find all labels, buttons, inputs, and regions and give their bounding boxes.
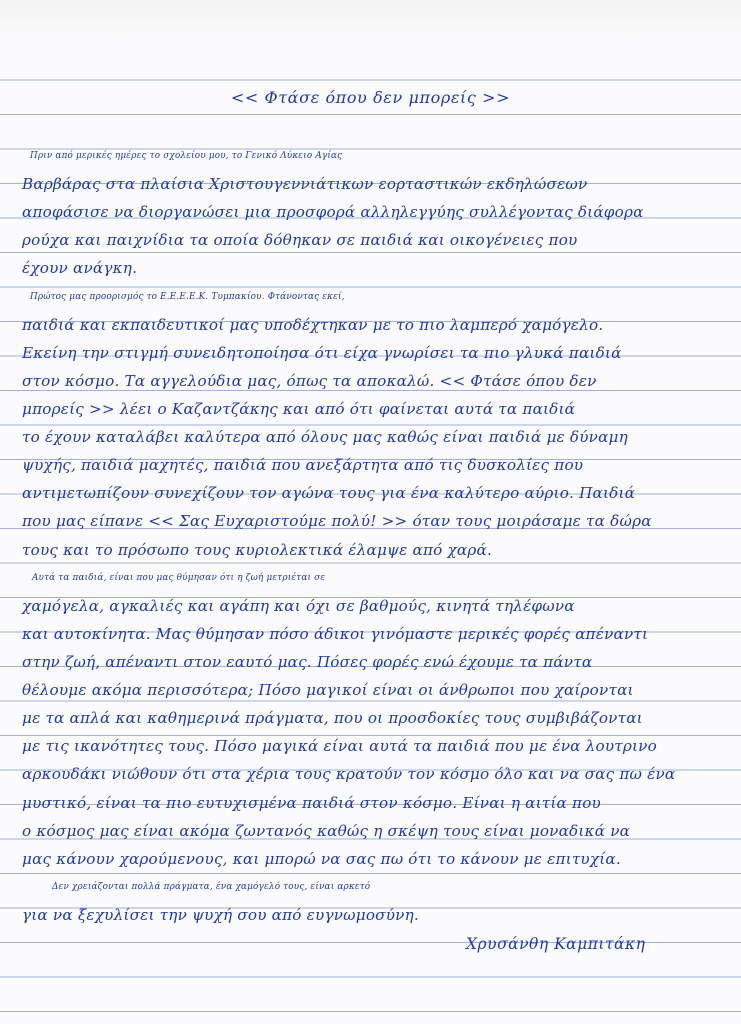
text-line: και αυτοκίνητα. Μας θύμησαν πόσο άδικοι γινόμαστε μερικές φορές απέναντι [22,625,649,643]
essay-title: << Φτάσε όπου δεν μπορείς >> [230,88,511,107]
text-line: έχουν ανάγκη. [22,259,138,277]
page-top-margin [0,0,741,40]
text-line: Πρώτος μας προορισμός το Ε.Ε.Ε.Ε.Κ. Τυμπακίου. Φτάνοντας εκεί, [30,292,345,302]
text-line: στον κόσμο. Τα αγγελούδια μας, όπως τα αποκαλώ. << Φτάσε όπου δεν [22,372,597,390]
text-line: στην ζωή, απέναντι στον εαυτό μας. Πόσες φορές ενώ έχουμε τα πάντα [22,653,593,671]
text-line: χαμόγελα, αγκαλιές και αγάπη και όχι σε βαθμούς, κινητά τηλέφωνα [22,597,575,615]
text-line: με τα απλά και καθημερινά πράγματα, που οι προσδοκίες τους συμβιβάζονται [22,709,643,727]
author-signature: Χρυσάνθη Καμπιτάκη [466,935,646,953]
text-line: για να ξεχυλίσει την ψυχή σου από ευγνωμοσύνη. [22,906,419,924]
text-line: αποφάσισε να διοργανώσει μια προσφορά αλληλεγγύης συλλέγοντας διάφορα [22,203,644,221]
text-line: αντιμετωπίζουν συνεχίζουν τον αγώνα τους για ένα καλύτερο αύριο. Παιδιά [22,484,636,502]
text-line: ρούχα και παιχνίδια τα οποία δόθηκαν σε παιδιά και οικογένειες που [22,231,578,249]
text-line: το έχουν καταλάβει καλύτερα από όλους μας καθώς είναι παιδιά με δύναμη [22,428,628,446]
text-line: παιδιά και εκπαιδευτικοί μας υποδέχτηκαν με το πιο λαμπερό χαμόγελο. [22,316,604,334]
text-line: μυστικό, είναι τα πιο ευτυχισμένα παιδιά στον κόσμο. Είναι η αιτία που [22,794,601,812]
text-line: Βαρβάρας στα πλαίσια Χριστουγεννιάτικων εορταστικών εκδηλώσεων [22,175,588,193]
text-line: Πριν από μερικές ημέρες το σχολείου μου, το Γενικό Λύκειο Αγίας [30,151,343,161]
text-line: με τις ικανότητες τους. Πόσο μαγικά είναι αυτά τα παιδιά που με ένα λουτρινο [22,737,657,755]
text-line: μας κάνουν χαρούμενους, και μπορώ να σας πω ότι το κάνουν με επιτυχία. [22,850,621,868]
text-line: ψυχής, παιδιά μαχητές, παιδιά που ανεξάρτητα από τις δυσκολίες που [22,456,584,474]
text-line: Εκείνη την στιγμή συνειδητοποίησα ότι είχα γνωρίσει τα πιο γλυκά παιδιά [22,344,622,362]
text-line: τους και το πρόσωπο τους κυριολεκτικά έλαμψε από χαρά. [22,541,492,559]
text-line: ο κόσμος μας είναι ακόμα ζωντανός καθώς η σκέψη τους είναι μοναδικά να [22,822,631,840]
text-line: μπορείς >> λέει ο Καζαντζάκης και από ότι φαίνεται αυτά τα παιδιά [22,400,576,418]
text-line: Αυτά τα παιδιά, είναι που μας θύμησαν ότι η ζωή μετριέται σε [32,573,326,583]
text-line: που μας είπανε << Σας Ευχαριστούμε πολύ! >> όταν τους μοιράσαμε τα δώρα [22,512,652,530]
text-line: Δεν χρειάζονται πολλά πράγματα, ένα χαμόγελό τους, είναι αρκετό [52,882,371,892]
text-line: αρκουδάκι νιώθουν ότι στα χέρια τους κρατούν τον κόσμο όλο και να σας πω ένα [22,765,676,783]
text-line: θέλουμε ακόμα περισσότερα; Πόσο μαγικοί είναι οι άνθρωποι που χαίρονται [22,681,634,699]
